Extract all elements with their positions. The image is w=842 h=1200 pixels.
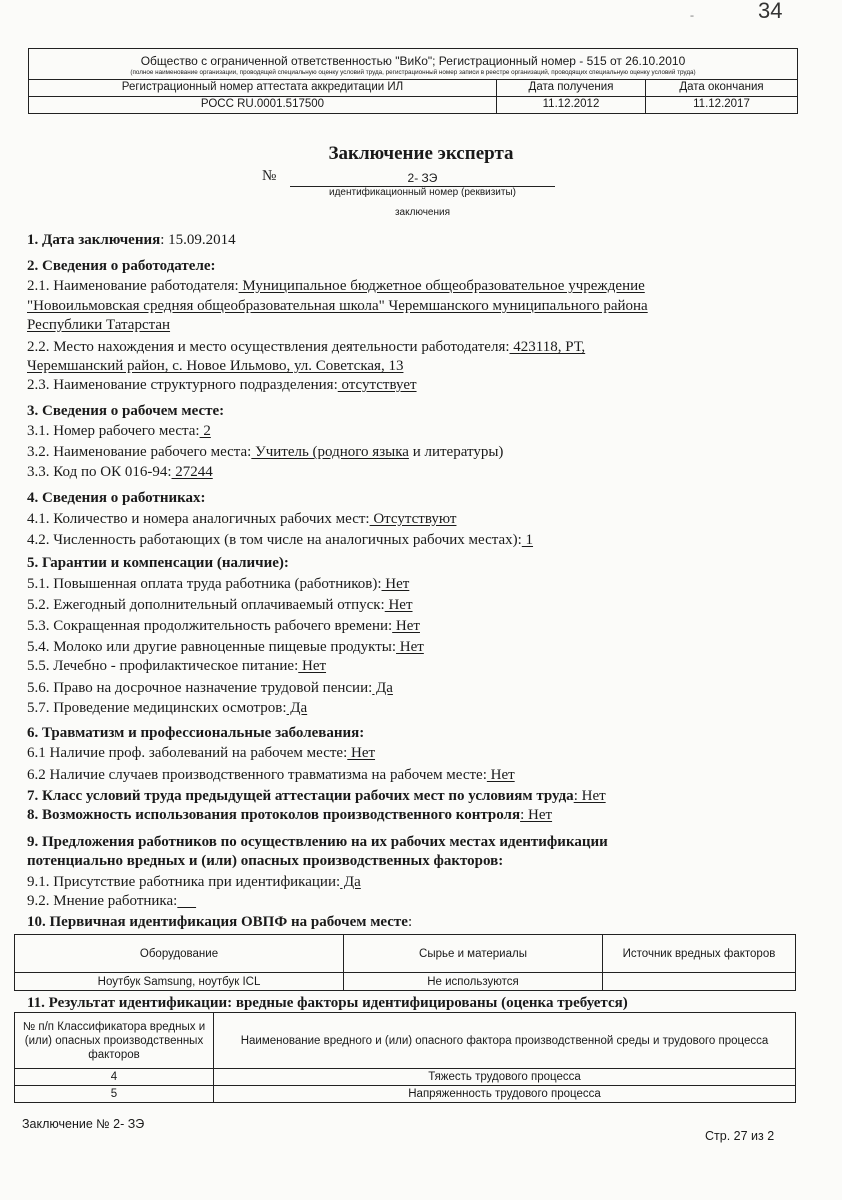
s9-l1-value: Да	[340, 874, 361, 890]
s9-heading: 9. Предложения работников по осуществлению на их рабочих местах идентификации	[27, 834, 608, 850]
org-note: (полное наименование организации, проводящей специальную оценку условий труда, регистрационный номер записи в реестре организаций, проводящих специальную оценку условий труда)	[130, 69, 696, 76]
s3-l1-value: 2	[199, 423, 211, 439]
s2-l4-label: 2.2. Место нахождения и место осуществления деятельности работодателя:	[27, 339, 510, 355]
document-title: Заключение эксперта	[328, 143, 514, 164]
s11-cell-name: Тяжесть трудового процесса	[214, 1069, 796, 1086]
s3-l2-label: 3.2. Наименование рабочего места:	[27, 444, 252, 460]
scan-mark: -	[690, 8, 694, 22]
s1-value: : 15.09.2014	[160, 232, 236, 248]
expiry-value: 11.12.2017	[646, 97, 798, 114]
s6-l2	[27, 766, 515, 784]
s5-item	[27, 638, 424, 656]
s2-l6	[27, 376, 417, 394]
table-row	[15, 1069, 796, 1086]
s6-l2-value: Нет	[486, 767, 515, 783]
s5-item-value: Нет	[396, 639, 424, 655]
s1-line	[27, 231, 236, 249]
s5-item	[27, 699, 307, 717]
s5-item	[27, 575, 409, 593]
s5-item-label: 5.3. Сокращенная продолжительность рабочего времени:	[27, 618, 393, 634]
s10-heading-line	[27, 913, 412, 931]
s11-cell-num: 4	[15, 1069, 214, 1086]
s4-l2	[27, 531, 533, 549]
s11-table	[14, 1012, 796, 1103]
s6-heading: 6. Травматизм и профессиональные заболевания:	[27, 725, 365, 741]
s6-l1-label: 6.1 Наличие проф. заболеваний на рабочем месте:	[27, 745, 348, 761]
conclusion-number: 2- ЗЭ	[407, 171, 438, 185]
s3-l1-label: 3.1. Номер рабочего места:	[27, 423, 200, 439]
s5-item-value: Нет	[384, 597, 413, 613]
number-caption: идентификационный номер (реквизиты)	[329, 187, 516, 198]
s4-l1	[27, 510, 456, 528]
s2-l3: Республики Татарстан	[27, 317, 171, 333]
s4-l1-value: Отсутствуют	[369, 511, 457, 527]
s5-item	[27, 679, 393, 697]
s3-l3-value: 27244	[171, 464, 213, 480]
footer-page-count: Стр. 27 из 2	[705, 1129, 775, 1143]
s10-table	[14, 934, 796, 991]
s5-item-value: Нет	[392, 618, 420, 634]
s9-heading-2: потенциально вредных и (или) опасных производственных факторов:	[27, 853, 504, 869]
s2-l2: "Новоильмовская средняя общеобразовательная школа" Черемшанского муниципального района	[27, 298, 648, 314]
s5-item-value: Нет	[298, 658, 327, 674]
s7-line	[27, 787, 606, 805]
s3-l2	[27, 443, 503, 461]
s7-label: 7. Класс условий труда предыдущей аттестации рабочих мест по условиям труда	[27, 788, 574, 804]
s3-l2-tail: и литературы)	[408, 444, 504, 460]
s9-l1	[27, 873, 361, 891]
s9-l2	[27, 892, 196, 910]
s10-heading-tail: :	[407, 914, 413, 930]
s2-l6-label: 2.3. Наименование структурного подразделения:	[27, 377, 338, 393]
s8-value: : Нет	[520, 807, 553, 823]
s3-l3	[27, 463, 213, 481]
s5-item-label: 5.2. Ежегодный дополнительный оплачиваемый отпуск:	[27, 597, 385, 613]
number-sign: №	[262, 168, 277, 184]
s11-col-name: Наименование вредного и (или) опасного фактора производственной среды и трудового процесса	[214, 1013, 796, 1069]
header-table	[28, 48, 798, 114]
s5-item	[27, 596, 413, 614]
s10-col-materials: Сырье и материалы	[344, 935, 603, 973]
s10-cell-materials: Не используются	[344, 973, 603, 991]
s5-item-label: 5.1. Повышенная оплата труда работника (работников):	[27, 576, 382, 592]
s10-cell-source	[603, 973, 796, 991]
s5-item	[27, 617, 420, 635]
s4-l1-label: 4.1. Количество и номера аналогичных рабочих мест:	[27, 511, 370, 527]
s10-heading: 10. Первичная идентификация ОВПФ на рабочем месте	[27, 914, 408, 930]
s5-item-value: Да	[372, 680, 393, 696]
s5-item-label: 5.6. Право на досрочное назначение трудовой пенсии:	[27, 680, 373, 696]
s11-heading-tail: : вредные факторы идентифицированы (оценка требуется)	[227, 995, 628, 1011]
received-value: 11.12.2012	[497, 97, 646, 114]
s5-item-value: Да	[286, 700, 308, 716]
page-marker: 34	[758, 0, 783, 23]
s7-value: : Нет	[573, 788, 606, 804]
s4-l2-label: 4.2. Численность работающих (в том числе на аналогичных рабочих местах):	[27, 532, 522, 548]
number-caption-2: заключения	[394, 207, 451, 218]
s11-cell-name: Напряженность трудового процесса	[214, 1086, 796, 1103]
s5-heading: 5. Гарантии и компенсации (наличие):	[27, 555, 289, 571]
received-label: Дата получения	[497, 80, 646, 97]
s2-l4	[27, 338, 585, 356]
s6-l1	[27, 744, 375, 762]
s3-l2-value: Учитель (родного языка	[251, 444, 409, 460]
s5-item	[27, 657, 326, 675]
footer-left: Заключение № 2- ЗЭ	[22, 1117, 145, 1131]
s2-l6-value: отсутствует	[337, 377, 417, 393]
s5-item-label: 5.5. Лечебно - профилактическое питание:	[27, 658, 299, 674]
s10-col-equipment: Оборудование	[15, 935, 344, 973]
s2-l5: Черемшанский район, с. Новое Ильмово, ул. Советская, 13	[27, 358, 404, 374]
s4-l2-value: 1	[521, 532, 534, 548]
s3-l3-label: 3.3. Код по ОК 016-94:	[27, 464, 172, 480]
s8-line	[27, 806, 552, 824]
s2-l1	[27, 277, 645, 295]
s8-label: 8. Возможность использования протоколов производственного контроля	[27, 807, 521, 823]
s9-l2-value	[177, 893, 196, 909]
accreditation-value: РОСС RU.0001.517500	[29, 97, 497, 114]
s3-heading: 3. Сведения о рабочем месте:	[27, 403, 225, 419]
s5-item-value: Нет	[381, 576, 410, 592]
s2-l1-label: 2.1. Наименование работодателя:	[27, 278, 239, 294]
s11-cell-num: 5	[15, 1086, 214, 1103]
s11-heading: 11. Результат идентификации	[27, 995, 228, 1011]
s11-heading-line	[27, 994, 628, 1012]
org-name: Общество с ограниченной ответственностью "ВиКо"; Регистрационный номер - 515 от 26.10.2010	[140, 54, 686, 68]
table-row	[15, 1086, 796, 1103]
s2-heading: 2. Сведения о работодателе:	[27, 258, 216, 274]
org-cell	[29, 49, 798, 80]
s10-col-source: Источник вредных факторов	[603, 935, 796, 973]
s2-l1-value: Муниципальное бюджетное общеобразовательное учреждение	[238, 278, 645, 294]
s3-l1	[27, 422, 211, 440]
s10-cell-equipment: Ноутбук Samsung, ноутбук ICL	[15, 973, 344, 991]
s5-item-label: 5.7. Проведение медицинских осмотров:	[27, 700, 287, 716]
s1-label: 1. Дата заключения	[27, 232, 161, 248]
s2-l4-value: 423118, РТ,	[509, 339, 586, 355]
s9-l2-label: 9.2. Мнение работника:	[27, 893, 178, 909]
s6-l2-label: 6.2 Наличие случаев производственного травматизма на рабочем месте:	[27, 767, 487, 783]
s9-l1-label: 9.1. Присутствие работника при идентификации:	[27, 874, 341, 890]
expiry-label: Дата окончания	[646, 80, 798, 97]
s6-l1-value: Нет	[347, 745, 376, 761]
s4-heading: 4. Сведения о работниках:	[27, 490, 206, 506]
s11-col-num: № п/п Классификатора вредных и (или) опасных производственных факторов	[15, 1013, 214, 1069]
s5-item-label: 5.4. Молоко или другие равноценные пищевые продукты:	[27, 639, 397, 655]
accreditation-label: Регистрационный номер аттестата аккредитации ИЛ	[29, 80, 497, 97]
